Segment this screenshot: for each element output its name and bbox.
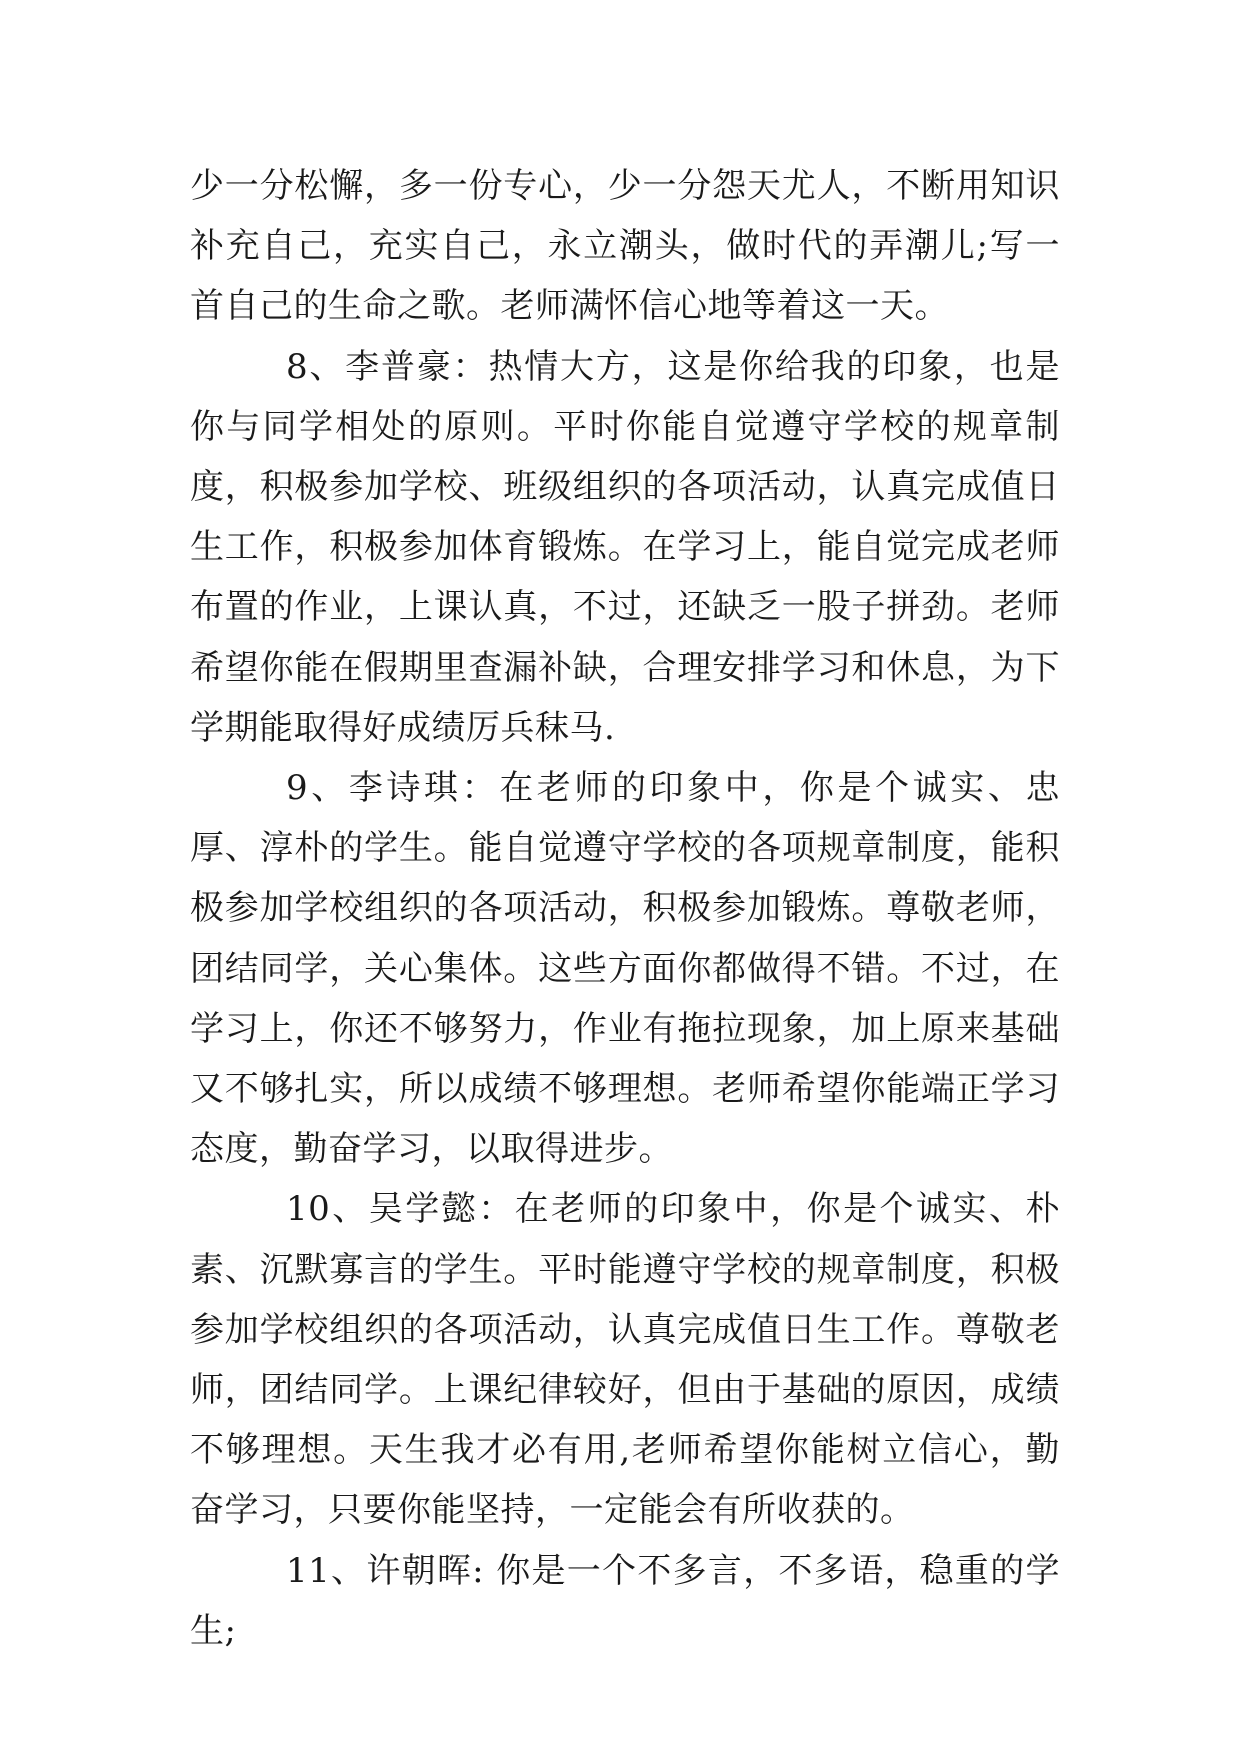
- paragraph-comment-8: 8、李普豪：热情大方，这是你给我的印象，也是你与同学相处的原则。平时你能自觉遵守学校的规章制度，积极参加学校、班级组织的各项活动，认真完成值日生工作，积极参加体育锻炼。在学习上，能自觉完成老师布置的作业，上课认真，不过，还缺乏一股子拼劲。老师希望你能在假期里查漏补缺，合理安排学习和休息，为下学期能取得好成绩厉兵秣马.: [190, 346, 1060, 748]
- paragraph-comment-10: 10、吴学懿：在老师的印象中，你是个诚实、朴素、沉默寡言的学生。平时能遵守学校的规章制度，积极参加学校组织的各项活动，认真完成值日生工作。尊敬老师，团结同学。上课纪律较好，但由于基础的原因，成绩不够理想。天生我才必有用,老师希望你能树立信心，勤奋学习，只要你能坚持，一定能会有所收获的。: [190, 1189, 1060, 1531]
- document-body: [190, 156, 1060, 1661]
- paragraph-continuation: 少一分松懈，多一份专心，少一分怨天尤人，不断用知识补充自己，充实自己，永立潮头，做时代的弄潮儿;写一首自己的生命之歌。老师满怀信心地等着这一天。: [190, 166, 1060, 327]
- paragraph-comment-11: 11、许朝晖: 你是一个不多言，不多语，稳重的学生;: [190, 1550, 1060, 1651]
- paragraph-comment-9: 9、李诗琪：在老师的印象中，你是个诚实、忠厚、淳朴的学生。能自觉遵守学校的各项规章制度，能积极参加学校组织的各项活动，积极参加锻炼。尊敬老师，团结同学，关心集体。这些方面你都做得不错。不过，在学习上，你还不够努力，作业有拖拉现象，加上原来基础又不够扎实，所以成绩不够理想。老师希望你能端正学习态度，勤奋学习，以取得进步。: [190, 768, 1060, 1170]
